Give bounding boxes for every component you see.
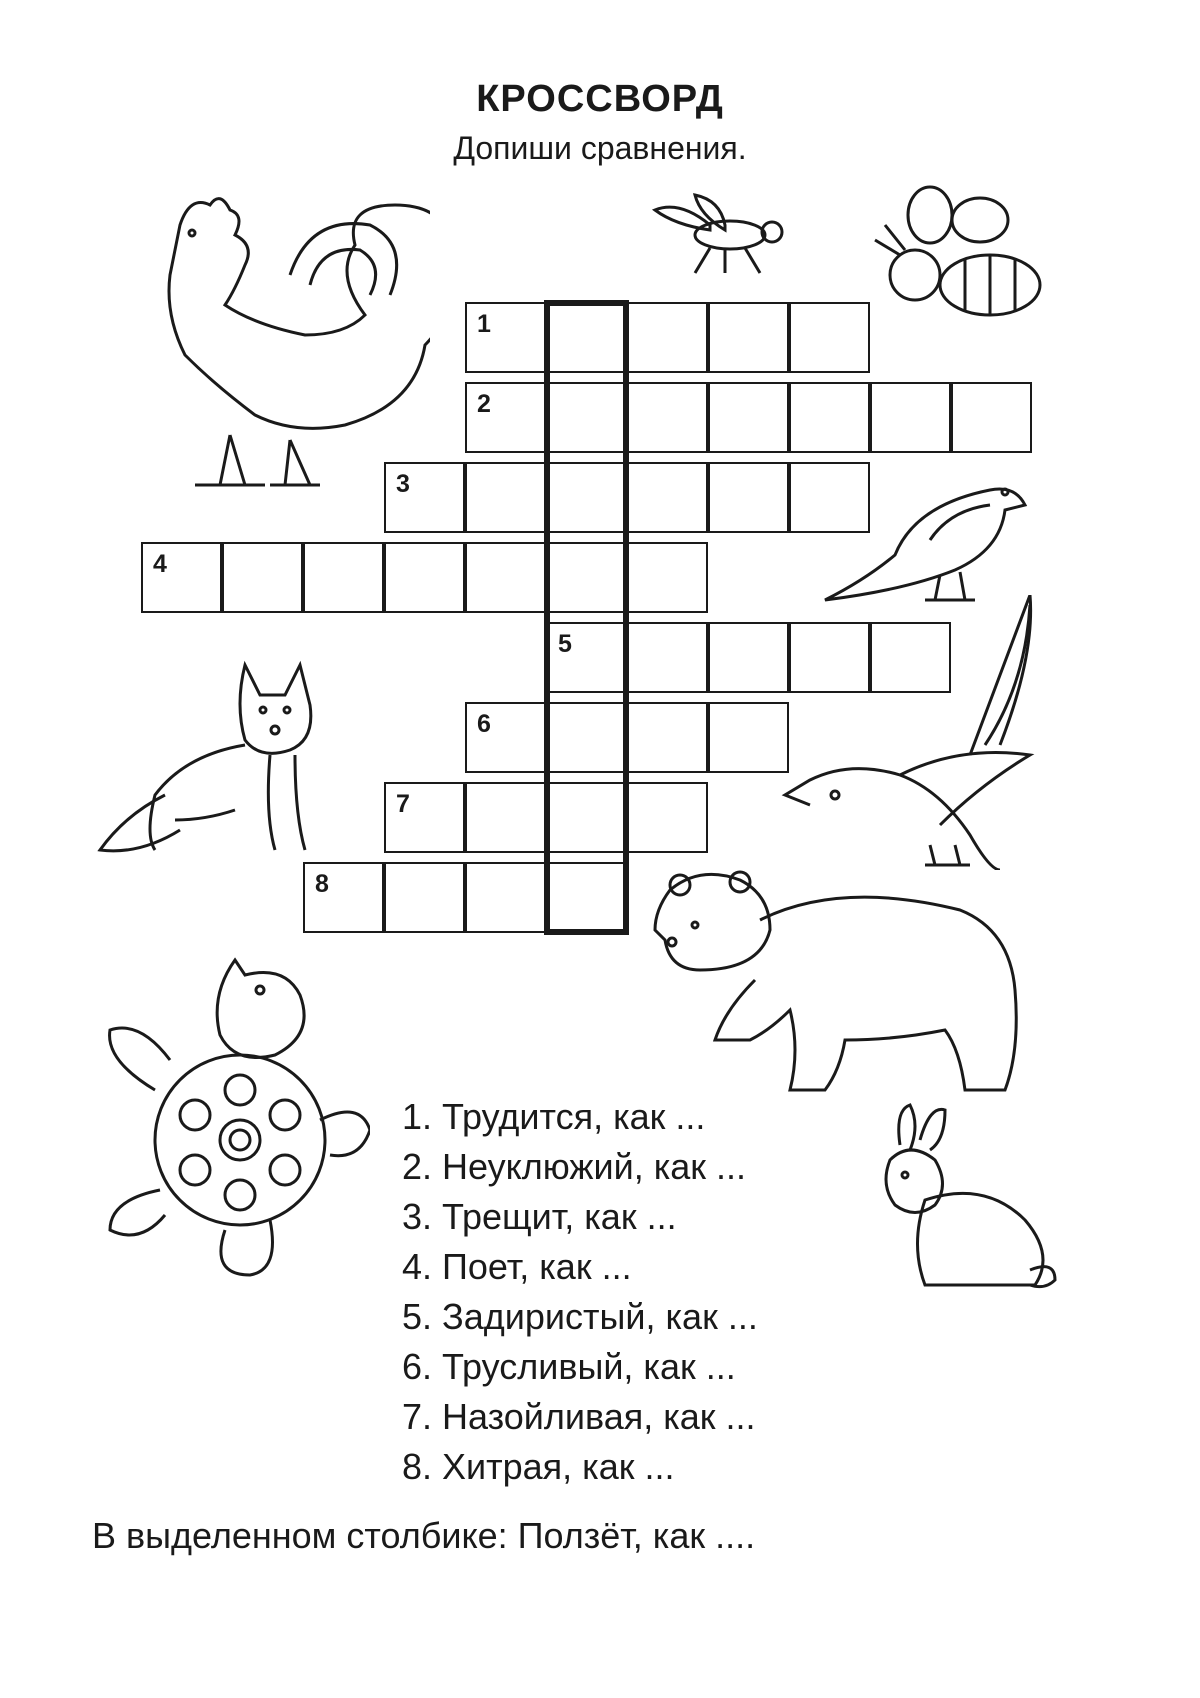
page-title: КРОССВОРД: [476, 78, 724, 120]
crossword-number: 7: [396, 790, 410, 818]
crossword-cell: [708, 302, 789, 373]
page-subtitle: Допиши сравнения.: [453, 130, 747, 166]
footer-instruction: В выделенном столбике: Ползёт, как ....: [92, 1515, 756, 1556]
crossword-cell: [384, 862, 465, 933]
crossword-cell: [789, 382, 870, 453]
crossword-cell: [465, 702, 546, 773]
crossword-cell: [465, 462, 546, 533]
crossword-cell: [789, 302, 870, 373]
crossword-cell: [627, 542, 708, 613]
clue-2: 2. Неуклюжий, как ...: [402, 1146, 747, 1187]
rooster-icon: [120, 185, 430, 505]
crossword-cell: [870, 382, 951, 453]
sparrow-icon: [820, 470, 1030, 610]
crossword-cell: [141, 542, 222, 613]
clue-6: 6. Трусливый, как ...: [402, 1346, 736, 1387]
crossword-cell: [951, 382, 1032, 453]
turtle-icon: [95, 950, 370, 1280]
highlighted-column: [544, 300, 629, 935]
clue-7: 7. Назойливая, как ...: [402, 1396, 756, 1437]
crossword-number: 5: [558, 630, 572, 658]
magpie-icon: [780, 595, 1050, 870]
crossword-cell: [708, 702, 789, 773]
crossword-cell: [384, 782, 465, 853]
crossword-cell: [627, 302, 708, 373]
crossword-cell: [627, 702, 708, 773]
crossword-cell: [465, 382, 546, 453]
crossword-cell: [465, 302, 546, 373]
crossword-cell: [627, 382, 708, 453]
crossword-cell: [627, 782, 708, 853]
crossword-cell: [303, 862, 384, 933]
crossword-cell: [222, 542, 303, 613]
fox-icon: [95, 655, 345, 855]
crossword-number: 8: [315, 870, 329, 898]
clue-3: 3. Трещит, как ...: [402, 1196, 677, 1237]
crossword-cell: [627, 622, 708, 693]
crossword-cell: [384, 542, 465, 613]
clue-1: 1. Трудится, как ...: [402, 1096, 706, 1137]
bear-icon: [650, 860, 1020, 1100]
crossword-number: 1: [477, 310, 491, 338]
crossword-number: 2: [477, 390, 491, 418]
clue-5: 5. Задиристый, как ...: [402, 1296, 758, 1337]
clue-4: 4. Поет, как ...: [402, 1246, 632, 1287]
clue-8: 8. Хитрая, как ...: [402, 1446, 675, 1487]
crossword-cell: [708, 382, 789, 453]
crossword-cell: [708, 462, 789, 533]
crossword-cell: [465, 862, 546, 933]
hare-icon: [870, 1100, 1060, 1290]
crossword-cell: [627, 462, 708, 533]
crossword-cell: [465, 542, 546, 613]
crossword-cell: [708, 622, 789, 693]
crossword-cell: [303, 542, 384, 613]
crossword-cell: [465, 782, 546, 853]
crossword-number: 4: [153, 550, 167, 578]
crossword-number: 3: [396, 470, 410, 498]
clue-list: [402, 1092, 758, 1492]
bee-icon: [870, 185, 1060, 345]
fly-icon: [650, 190, 800, 280]
crossword-number: 6: [477, 710, 491, 738]
